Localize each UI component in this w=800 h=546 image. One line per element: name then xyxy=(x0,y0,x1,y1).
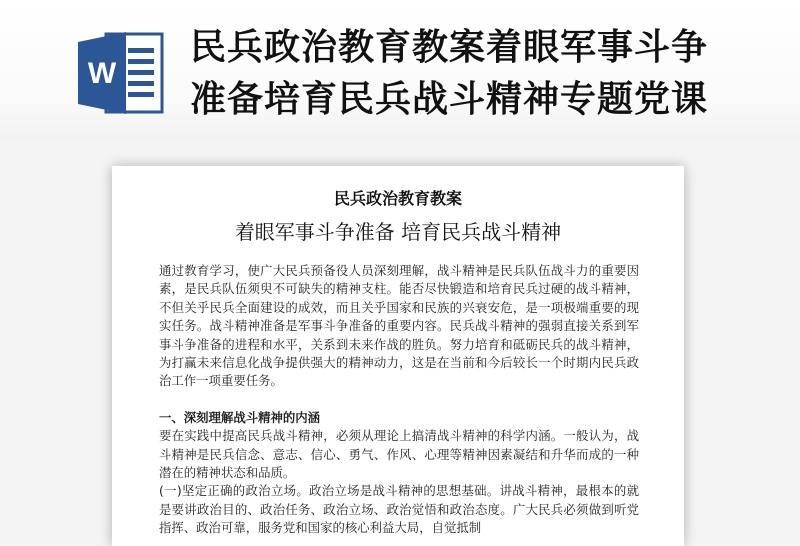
intro-paragraph: 通过教育学习，使广大民兵预备役人员深刻理解，战斗精神是民兵队伍战斗力的重要因素，是民兵队伍须臾不可缺失的精神支柱。能否尽快锻造和培育民兵过硬的战斗精神，不但关乎民兵全面建设的成效，而且关乎国家和民族的兴衰安危，是一项极端重要的现实任务。战斗精神准备是军事斗争准备的重要内容。民兵战斗精神的强弱直接关系到军事斗争准备的进程和水平，关系到未来作战的胜负。努力培育和砥砺民兵的战斗精神，为打赢未来信息化战争提供强大的精神动力，这是在当前和今后较长一个时期内民兵政治工作一项重要任务。 xyxy=(159,263,639,389)
section-1-title: 一、深刻理解战斗精神的内涵 xyxy=(159,409,321,425)
section-1-paragraph: 要在实践中提高民兵战斗精神，必须从理论上搞清战斗精神的科学内涵。一般认为，战斗精神是民兵信念、意志、信心、勇气、作风、心理等精神因素凝结和升华而成的一种潜在的精神状态和品质。 xyxy=(159,428,639,481)
word-document-icon xyxy=(76,28,168,116)
svg-text:W: W xyxy=(87,57,117,90)
page-title xyxy=(190,22,790,126)
document-subtitle: 着眼军事斗争准备 培育民兵战斗精神 xyxy=(234,220,562,244)
header-banner xyxy=(0,0,800,140)
title-line-2: 准备培育民兵战斗精神专题党课 xyxy=(190,79,709,120)
document-heading: 民兵政治教育教案 xyxy=(333,189,462,208)
document-body xyxy=(159,262,639,538)
title-line-1: 民兵政治教育教案着眼军事斗争 xyxy=(190,27,709,68)
document-page xyxy=(112,166,684,546)
item-1-paragraph: (一)坚定正确的政治立场。政治立场是战斗精神的思想基础。讲战斗精神，最根本的就是要讲政治目的、政治任务、政治立场、政治觉悟和政治态度。广大民兵必须做到听党指挥、政治可靠，服务党和国家的核心利益大局，自觉抵制 xyxy=(159,483,639,536)
